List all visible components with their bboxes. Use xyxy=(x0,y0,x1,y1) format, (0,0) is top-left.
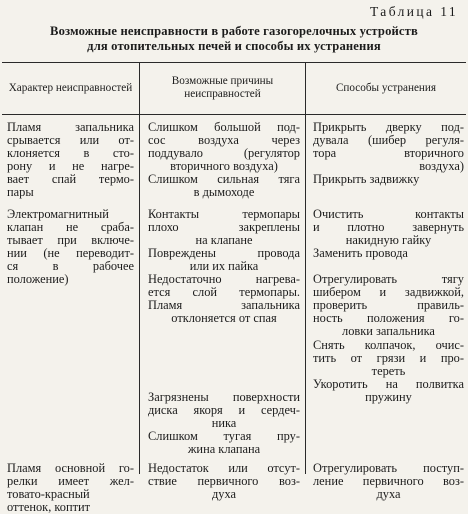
cause-cell xyxy=(148,462,300,501)
remedy-cell xyxy=(313,378,464,404)
cause-cell xyxy=(148,121,300,173)
text-line: или их пайка xyxy=(189,259,259,273)
header-line: Возможные причины xyxy=(171,75,274,87)
text-line: Повреждены провода xyxy=(148,246,300,260)
text-line: Слишком тугая пру- xyxy=(148,429,300,443)
header-fault-character xyxy=(2,62,139,114)
text-line: тить от грязи и про- xyxy=(313,351,464,365)
text-line: Отрегулировать тягу xyxy=(313,272,464,286)
text-line: Пламя запальника xyxy=(148,298,300,312)
text-line: плохо закреплены xyxy=(148,220,300,234)
text-line: жина клапана xyxy=(187,442,261,456)
text-line: духа xyxy=(211,487,237,501)
text-line: Слишком сильная тяга xyxy=(148,172,300,186)
text-line: Контакты термопары xyxy=(148,207,300,221)
remedy-cell xyxy=(313,462,464,501)
text-line: ловки запальника xyxy=(342,324,435,338)
remedy-cell xyxy=(313,247,464,260)
text-line: ника xyxy=(211,416,237,430)
text-line: пружину xyxy=(365,390,412,404)
text-line: Отрегулировать поступ- xyxy=(313,461,464,475)
text-line: клоняется в сто- xyxy=(7,146,134,160)
text-line: рону и не нагре- xyxy=(7,159,134,173)
text-line: оттенок, коптит xyxy=(7,500,91,514)
remedy-cell xyxy=(313,339,464,378)
text-line: накидную гайку xyxy=(345,233,432,247)
cause-cell xyxy=(148,273,300,325)
fault-cell xyxy=(7,208,134,286)
text-line: Прикрыть задвижку xyxy=(313,172,420,186)
text-line: тора вторичного xyxy=(313,146,464,160)
cause-cell xyxy=(148,247,300,273)
header-line: неисправностей xyxy=(184,88,261,100)
text-line: ется слой термопары. xyxy=(148,285,300,299)
table-caption xyxy=(0,24,468,54)
table-number: Таблица 11 xyxy=(370,4,458,19)
text-line: Прикрыть дверку под- xyxy=(313,120,464,134)
remedy-cell xyxy=(313,121,464,173)
text-line: Недостаток или отсут- xyxy=(148,461,300,475)
text-line: вторичного воздуха) xyxy=(170,159,278,173)
text-line: Снять колпачок, очис- xyxy=(313,338,464,352)
header-remedies xyxy=(306,62,466,114)
remedy-cell xyxy=(313,173,464,186)
remedy-cell xyxy=(313,208,464,247)
text-line: вает спай термо- xyxy=(7,172,134,186)
column-divider xyxy=(305,62,306,474)
text-line: ность положения го- xyxy=(313,311,464,325)
text-line: дувала (шибер регуля- xyxy=(313,133,464,147)
text-line: ствие первичного воз- xyxy=(148,474,300,488)
caption-line: Возможные неисправности в работе газогорелочных устройств xyxy=(50,24,418,38)
text-line: тереть xyxy=(371,364,406,378)
cause-cell xyxy=(148,208,300,247)
header-line: Характер неисправностей xyxy=(8,81,133,94)
text-line: Очистить контакты xyxy=(313,207,464,221)
text-line: Слишком большой под- xyxy=(148,120,300,134)
text-line: товато-красный xyxy=(7,487,90,501)
text-line: тывает при включе- xyxy=(7,233,134,247)
faults-table xyxy=(2,62,466,514)
text-line: пары xyxy=(7,185,34,199)
fault-cell xyxy=(7,121,134,199)
text-line: Пламя основной го- xyxy=(7,461,134,475)
text-line: нии (не переводит- xyxy=(7,246,134,260)
text-line: релки имеет жел- xyxy=(7,474,134,488)
remedy-cell xyxy=(313,273,464,338)
text-line: ся в рабочее xyxy=(7,259,134,273)
text-line: сос воздуха через xyxy=(148,133,300,147)
text-line: Загрязнены поверхности xyxy=(148,390,300,404)
text-line: Заменить провода xyxy=(313,246,408,260)
text-line: Электромагнитный xyxy=(7,207,109,221)
column-divider xyxy=(139,62,140,474)
cause-cell xyxy=(148,391,300,430)
text-line: отклоняется от спая xyxy=(171,311,277,325)
text-line: поддувало (регулятор xyxy=(148,146,300,160)
text-line: Укоротить на полвитка xyxy=(313,377,464,391)
caption-line: для отопительных печей и способы их устранения xyxy=(87,39,381,53)
cause-cell xyxy=(148,430,300,456)
text-line: Недостаточно нагрева- xyxy=(148,272,300,286)
fault-cell xyxy=(7,462,134,514)
text-line: диска якоря и сердеч- xyxy=(148,403,300,417)
text-line: шибером и задвижкой, xyxy=(313,285,464,299)
text-line: в дымоходе xyxy=(193,185,255,199)
text-line: и плотно завернуть xyxy=(313,220,464,234)
text-line: воздуха) xyxy=(419,159,464,173)
header-possible-causes xyxy=(140,62,305,114)
header-line: Способы устранения xyxy=(335,81,437,94)
cause-cell xyxy=(148,173,300,199)
text-line: ление первичного воз- xyxy=(313,474,464,488)
text-line: Пламя запальника xyxy=(7,120,134,134)
text-line: проверить правиль- xyxy=(313,298,464,312)
text-line: духа xyxy=(376,487,401,501)
text-line: положение) xyxy=(7,272,69,286)
header-bottom-rule xyxy=(2,114,466,115)
text-line: на клапане xyxy=(195,233,253,247)
text-line: срывается или от- xyxy=(7,133,134,147)
text-line: клапан не сраба- xyxy=(7,220,134,234)
